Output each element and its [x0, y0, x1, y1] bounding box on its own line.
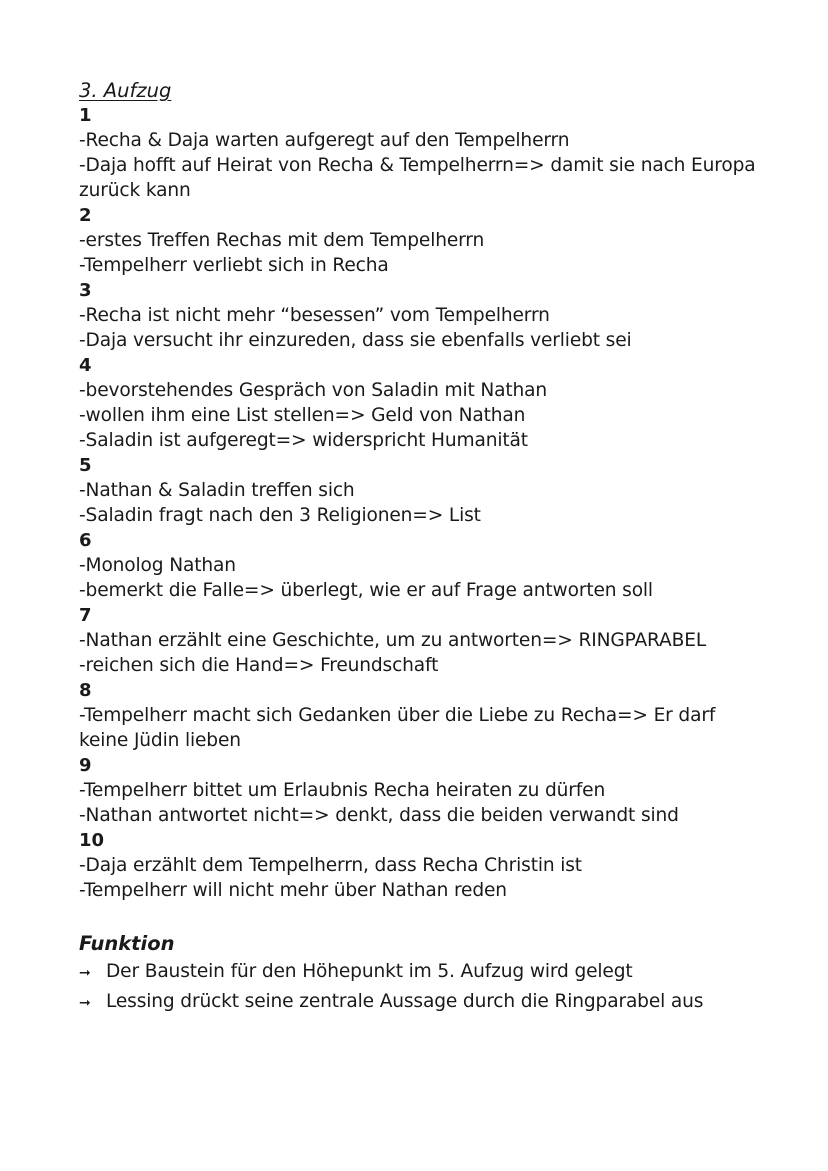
scene-block [79, 753, 779, 828]
scene-line: -Recha & Daja warten aufgeregt auf den Tempelherrn [79, 130, 570, 151]
scene-number: 1 [79, 105, 92, 126]
function-bullet [79, 988, 779, 1018]
function-bullet-text: Der Baustein für den Höhepunkt im 5. Aufzug wird gelegt [106, 961, 633, 982]
function-bullet-text: Lessing drückt seine zentrale Aussage durch die Ringparabel aus [106, 990, 704, 1012]
scene-line: -Daja versucht ihr einzureden, dass sie ebenfalls verliebt sei [79, 330, 632, 351]
function-title: Funktion [79, 932, 175, 955]
scene-line: -bevorstehendes Gespräch von Saladin mit Nathan [79, 380, 548, 401]
scene-number: 10 [79, 830, 105, 851]
scene-list [79, 103, 779, 903]
scene-line: -Tempelherr macht sich Gedanken über die Liebe zu Recha=> Er darf [79, 705, 716, 726]
scene-line: -Tempelherr will nicht mehr über Nathan reden [79, 880, 507, 901]
scene-line: -Monolog Nathan [79, 555, 236, 576]
scene-number: 9 [79, 755, 92, 776]
act-heading: 3. Aufzug [79, 79, 172, 102]
scene-number: 2 [79, 205, 92, 226]
arrow-right-icon: ➞ [79, 965, 91, 981]
scene-number: 5 [79, 455, 92, 476]
document-page [79, 78, 779, 1017]
scene-block [79, 203, 779, 278]
scene-block [79, 353, 779, 453]
scene-block [79, 828, 779, 903]
scene-line: -bemerkt die Falle=> überlegt, wie er auf Frage antworten soll [79, 580, 653, 601]
scene-line: -Recha ist nicht mehr “besessen” vom Tempelherrn [79, 305, 550, 326]
scene-line: -Saladin fragt nach den 3 Religionen=> List [79, 505, 481, 526]
scene-number: 7 [79, 605, 92, 626]
scene-line: -Saladin ist aufgeregt=> widerspricht Humanität [79, 430, 528, 451]
scene-line: -Daja erzählt dem Tempelherrn, dass Recha Christin ist [79, 855, 582, 876]
function-bullet [79, 958, 779, 988]
scene-line: -erstes Treffen Rechas mit dem Tempelherrn [79, 230, 485, 251]
scene-line: keine Jüdin lieben [79, 730, 241, 751]
scene-line: -Nathan & Saladin treffen sich [79, 480, 355, 501]
scene-block [79, 278, 779, 353]
scene-line: -Nathan erzählt eine Geschichte, um zu antworten=> RINGPARABEL [79, 630, 707, 651]
scene-number: 3 [79, 280, 92, 301]
scene-number: 8 [79, 680, 92, 701]
scene-block [79, 103, 779, 203]
scene-number: 4 [79, 355, 92, 376]
scene-line: -Tempelherr verliebt sich in Recha [79, 255, 389, 276]
scene-line: zurück kann [79, 180, 191, 201]
scene-line: -Daja hofft auf Heirat von Recha & Tempelherrn=> damit sie nach Europa [79, 155, 756, 176]
scene-block [79, 453, 779, 528]
scene-block [79, 678, 779, 753]
scene-line: -wollen ihm eine List stellen=> Geld von Nathan [79, 405, 526, 426]
function-bullet-list [79, 958, 779, 1017]
scene-block [79, 528, 779, 603]
scene-line: -Tempelherr bittet um Erlaubnis Recha heiraten zu dürfen [79, 780, 606, 801]
scene-number: 6 [79, 530, 92, 551]
scene-block [79, 603, 779, 678]
scene-line: -reichen sich die Hand=> Freundschaft [79, 655, 439, 676]
arrow-right-icon: ➞ [79, 994, 91, 1011]
scene-line: -Nathan antwortet nicht=> denkt, dass die beiden verwandt sind [79, 805, 679, 826]
